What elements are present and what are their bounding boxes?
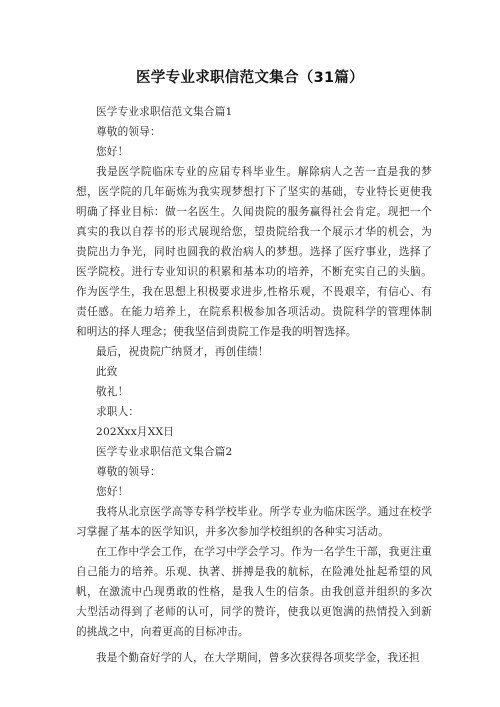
letter1-heading: 医学专业求职信范文集合篇1 — [96, 106, 233, 118]
letter2-greeting: 您好！ — [96, 486, 129, 498]
letter2-paragraph-2: 在工作中学会工作，在学习中学会学习。作为一名学生干部，我更注重自己能力的培养。乐观、执著、拼搏是我的航标，在险滩处扯起希望的风帆，在激流中凸现勇敢的性格，是我人生的信条。由我创意并组织的多次大型活动得到了老师的认可，同学的赞许，使我以更饱满的热情投入到新的挑战之中，向着更高的目标冲击。 — [76, 546, 432, 638]
letter2-paragraph-1: 我将从北京医学高等专科学校毕业。所学专业为临床医学。通过在校学习掌握了基本的医学知识，并多次参加学校组织的各种实习活动。 — [76, 506, 432, 538]
letter1-paragraph-1: 我是医学院临床专业的应届专科毕业生。解除病人之苦一直是我的梦想，医学院的几年砺炼为我实现梦想打下了坚实的基础，专业特长更使我明确了择业目标：做一名医生。久闻贵院的服务赢得社会肯定。现把一个真实的我以自荐书的形式展现给您，望贵院给我一个展示才华的机会，为贵院出力争光，同时也圆我的救治病人的梦想。选择了医疗事业，选择了医学院校。进行专业知识的积累和基本功的培养，不断充实自己的头脑。作为医学生，我在思想上积极要求进步,性格乐观，不畏艰辛，有信心、有责任感。在能力培养上，在院系积极参加各项活动。贵院科学的管理体制和明达的择人理念；使我坚信到贵院工作是我的明智选择。 — [76, 166, 432, 338]
letter1-paragraph-2: 最后，祝贵院广纳贤才，再创佳绩！ — [96, 346, 269, 358]
document-body — [76, 102, 432, 668]
letter1-salutation: 尊敬的领导： — [96, 126, 161, 138]
document-title: 医学专业求职信范文集合（31篇） — [136, 70, 364, 86]
letter2-salutation: 尊敬的领导： — [96, 466, 161, 478]
letter1-signature: 求职人： — [96, 406, 140, 418]
letter1-date: 202Xxx月XX日 — [96, 426, 174, 438]
letter1-closing-1: 此致 — [96, 366, 118, 378]
letter1-greeting: 您好！ — [96, 146, 129, 158]
letter2-paragraph-3: 我是个勤奋好学的人，在大学期间，曾多次获得各项奖学金，我还担 — [96, 652, 420, 664]
letter2-heading: 医学专业求职信范文集合篇2 — [96, 446, 233, 458]
letter1-closing-2: 敬礼！ — [96, 386, 129, 398]
